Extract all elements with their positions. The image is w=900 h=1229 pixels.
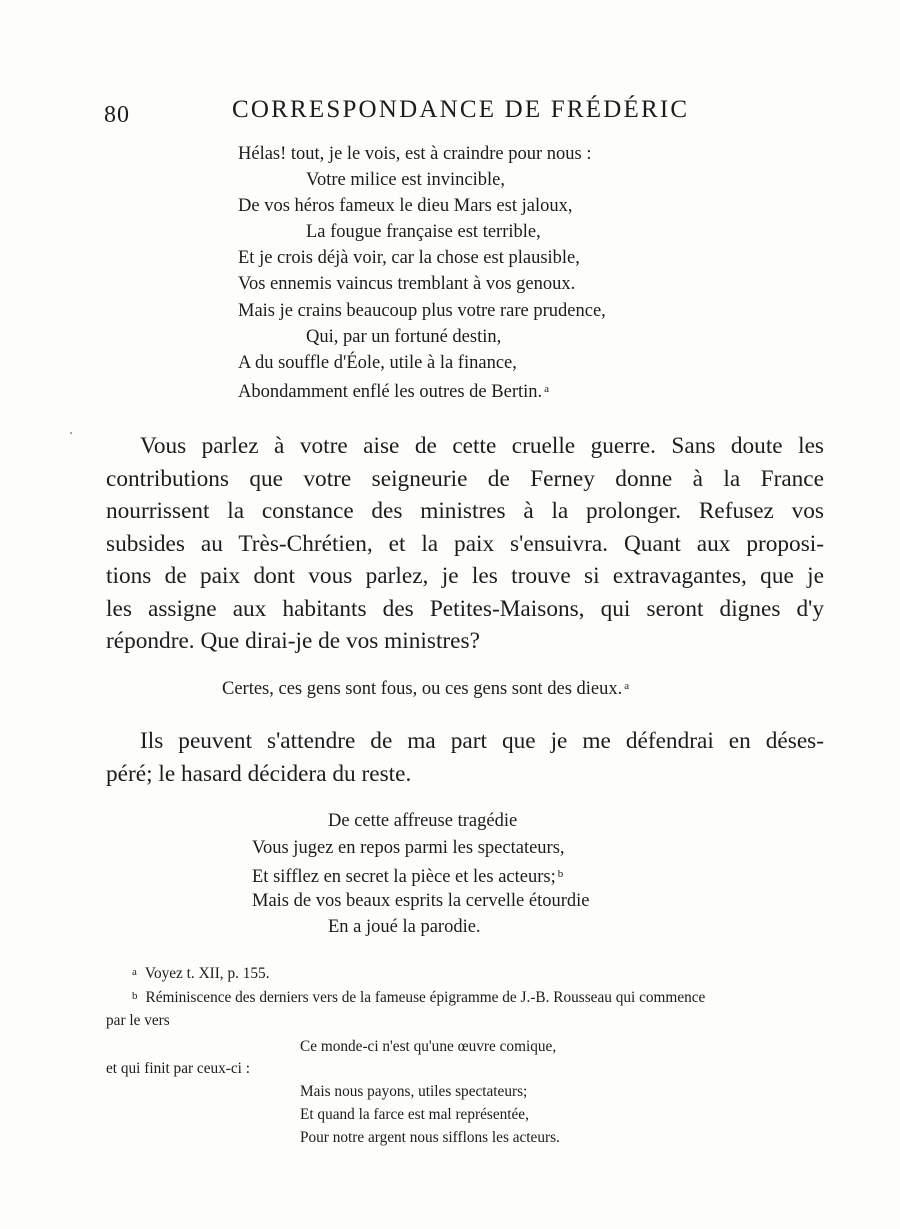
verse-line: La fougue française est terrible, (306, 222, 541, 243)
verse-line: Votre milice est invincible, (306, 170, 506, 191)
paragraph-line: nourrissent la constance des ministres à la prolonger. Refusez vos (106, 498, 824, 524)
quoted-verse (222, 679, 629, 700)
footnote-text-line: et qui finit par ceux-ci : (106, 1060, 250, 1077)
verse-line-text: Abondamment enflé les outres de Bertin. (238, 381, 543, 402)
verse-line (238, 376, 606, 402)
verse-line: Hélas! tout, je le vois, est à craindre pour nous : (238, 144, 592, 164)
verse-line: Mais je crains beaucoup plus votre rare prudence, (238, 300, 606, 321)
verse-line: Qui, par un fortuné destin, (306, 326, 502, 347)
verse-line: En a joué la parodie. (328, 917, 481, 937)
footnote-reference: b (557, 868, 564, 880)
verse-line: Mais de vos beaux esprits la cervelle étourdie (252, 890, 590, 911)
footnote-text: Réminiscence des derniers vers de la fameuse épigramme de J.-B. Rousseau qui commence (145, 989, 706, 1006)
footnote-quote-line: Et quand la farce est mal représentée, (300, 1106, 529, 1123)
footnote-quote-line: Mais nous payons, utiles spectateurs; (300, 1083, 528, 1100)
paragraph-line: subsides au Très-Chrétien, et la paix s'ensuivra. Quant aux proposi- (106, 530, 824, 557)
paragraph-line: contributions que votre seigneurie de Ferney donne à la France (106, 465, 824, 492)
footnote-reference: a (624, 680, 630, 692)
page-header (104, 94, 694, 128)
paragraph-line: péré; le hasard décidera du reste. (106, 760, 412, 787)
paragraph-2 (106, 725, 824, 790)
verse-block-2 (252, 808, 590, 941)
verse-line: A du souffle d'Éole, utile à la finance, (238, 352, 517, 373)
footnote-a (132, 965, 270, 983)
verse-line: De vos héros fameux le dieu Mars est jaloux, (238, 196, 573, 217)
running-title: CORRESPONDANCE DE FRÉDÉRIC (232, 96, 690, 123)
paragraph-line: Vous parlez à votre aise de cette cruelle guerre. Sans doute les (140, 433, 824, 459)
footnote-b (132, 989, 826, 1007)
verse-line (252, 861, 590, 888)
footnote-mark: b (132, 990, 138, 1002)
footnote-reference: a (544, 382, 550, 395)
footnote-text-line: par le vers (106, 1012, 170, 1029)
paragraph-line: répondre. Que dirai-je de vos ministres? (106, 628, 480, 654)
print-speck (70, 432, 72, 434)
verse-line: Vos ennemis vaincus tremblant à vos genoux. (238, 274, 576, 295)
footnote-text: Voyez t. XII, p. 155. (144, 965, 270, 982)
verse-line: Et je crois déjà voir, car la chose est plausible, (238, 248, 580, 269)
page-number: 80 (104, 102, 130, 128)
verse-line: De cette affreuse tragédie (328, 811, 518, 831)
paragraph-1 (106, 430, 824, 658)
footnote-quote-line: Pour notre argent nous sifflons les acteurs. (300, 1129, 560, 1146)
verse-line: Vous jugez en repos parmi les spectateurs, (252, 837, 565, 858)
paragraph-line: Ils peuvent s'attendre de ma part que je me défendrai en déses- (140, 728, 824, 754)
paragraph-line: tions de paix dont vous parlez, je les trouve si extravagantes, que je (106, 563, 824, 589)
footnote-quote-line: Ce monde-ci n'est qu'une œuvre comique, (300, 1038, 557, 1055)
footnote-mark: a (132, 966, 137, 978)
quoted-verse-text: Certes, ces gens sont fous, ou ces gens sont des dieux. (222, 679, 623, 699)
paragraph-line: les assigne aux habitants des Petites-Maisons, qui seront dignes d'y (106, 595, 824, 622)
verse-line-text: Et sifflez en secret la pièce et les acteurs; (252, 867, 556, 887)
verse-block-1 (238, 141, 606, 402)
